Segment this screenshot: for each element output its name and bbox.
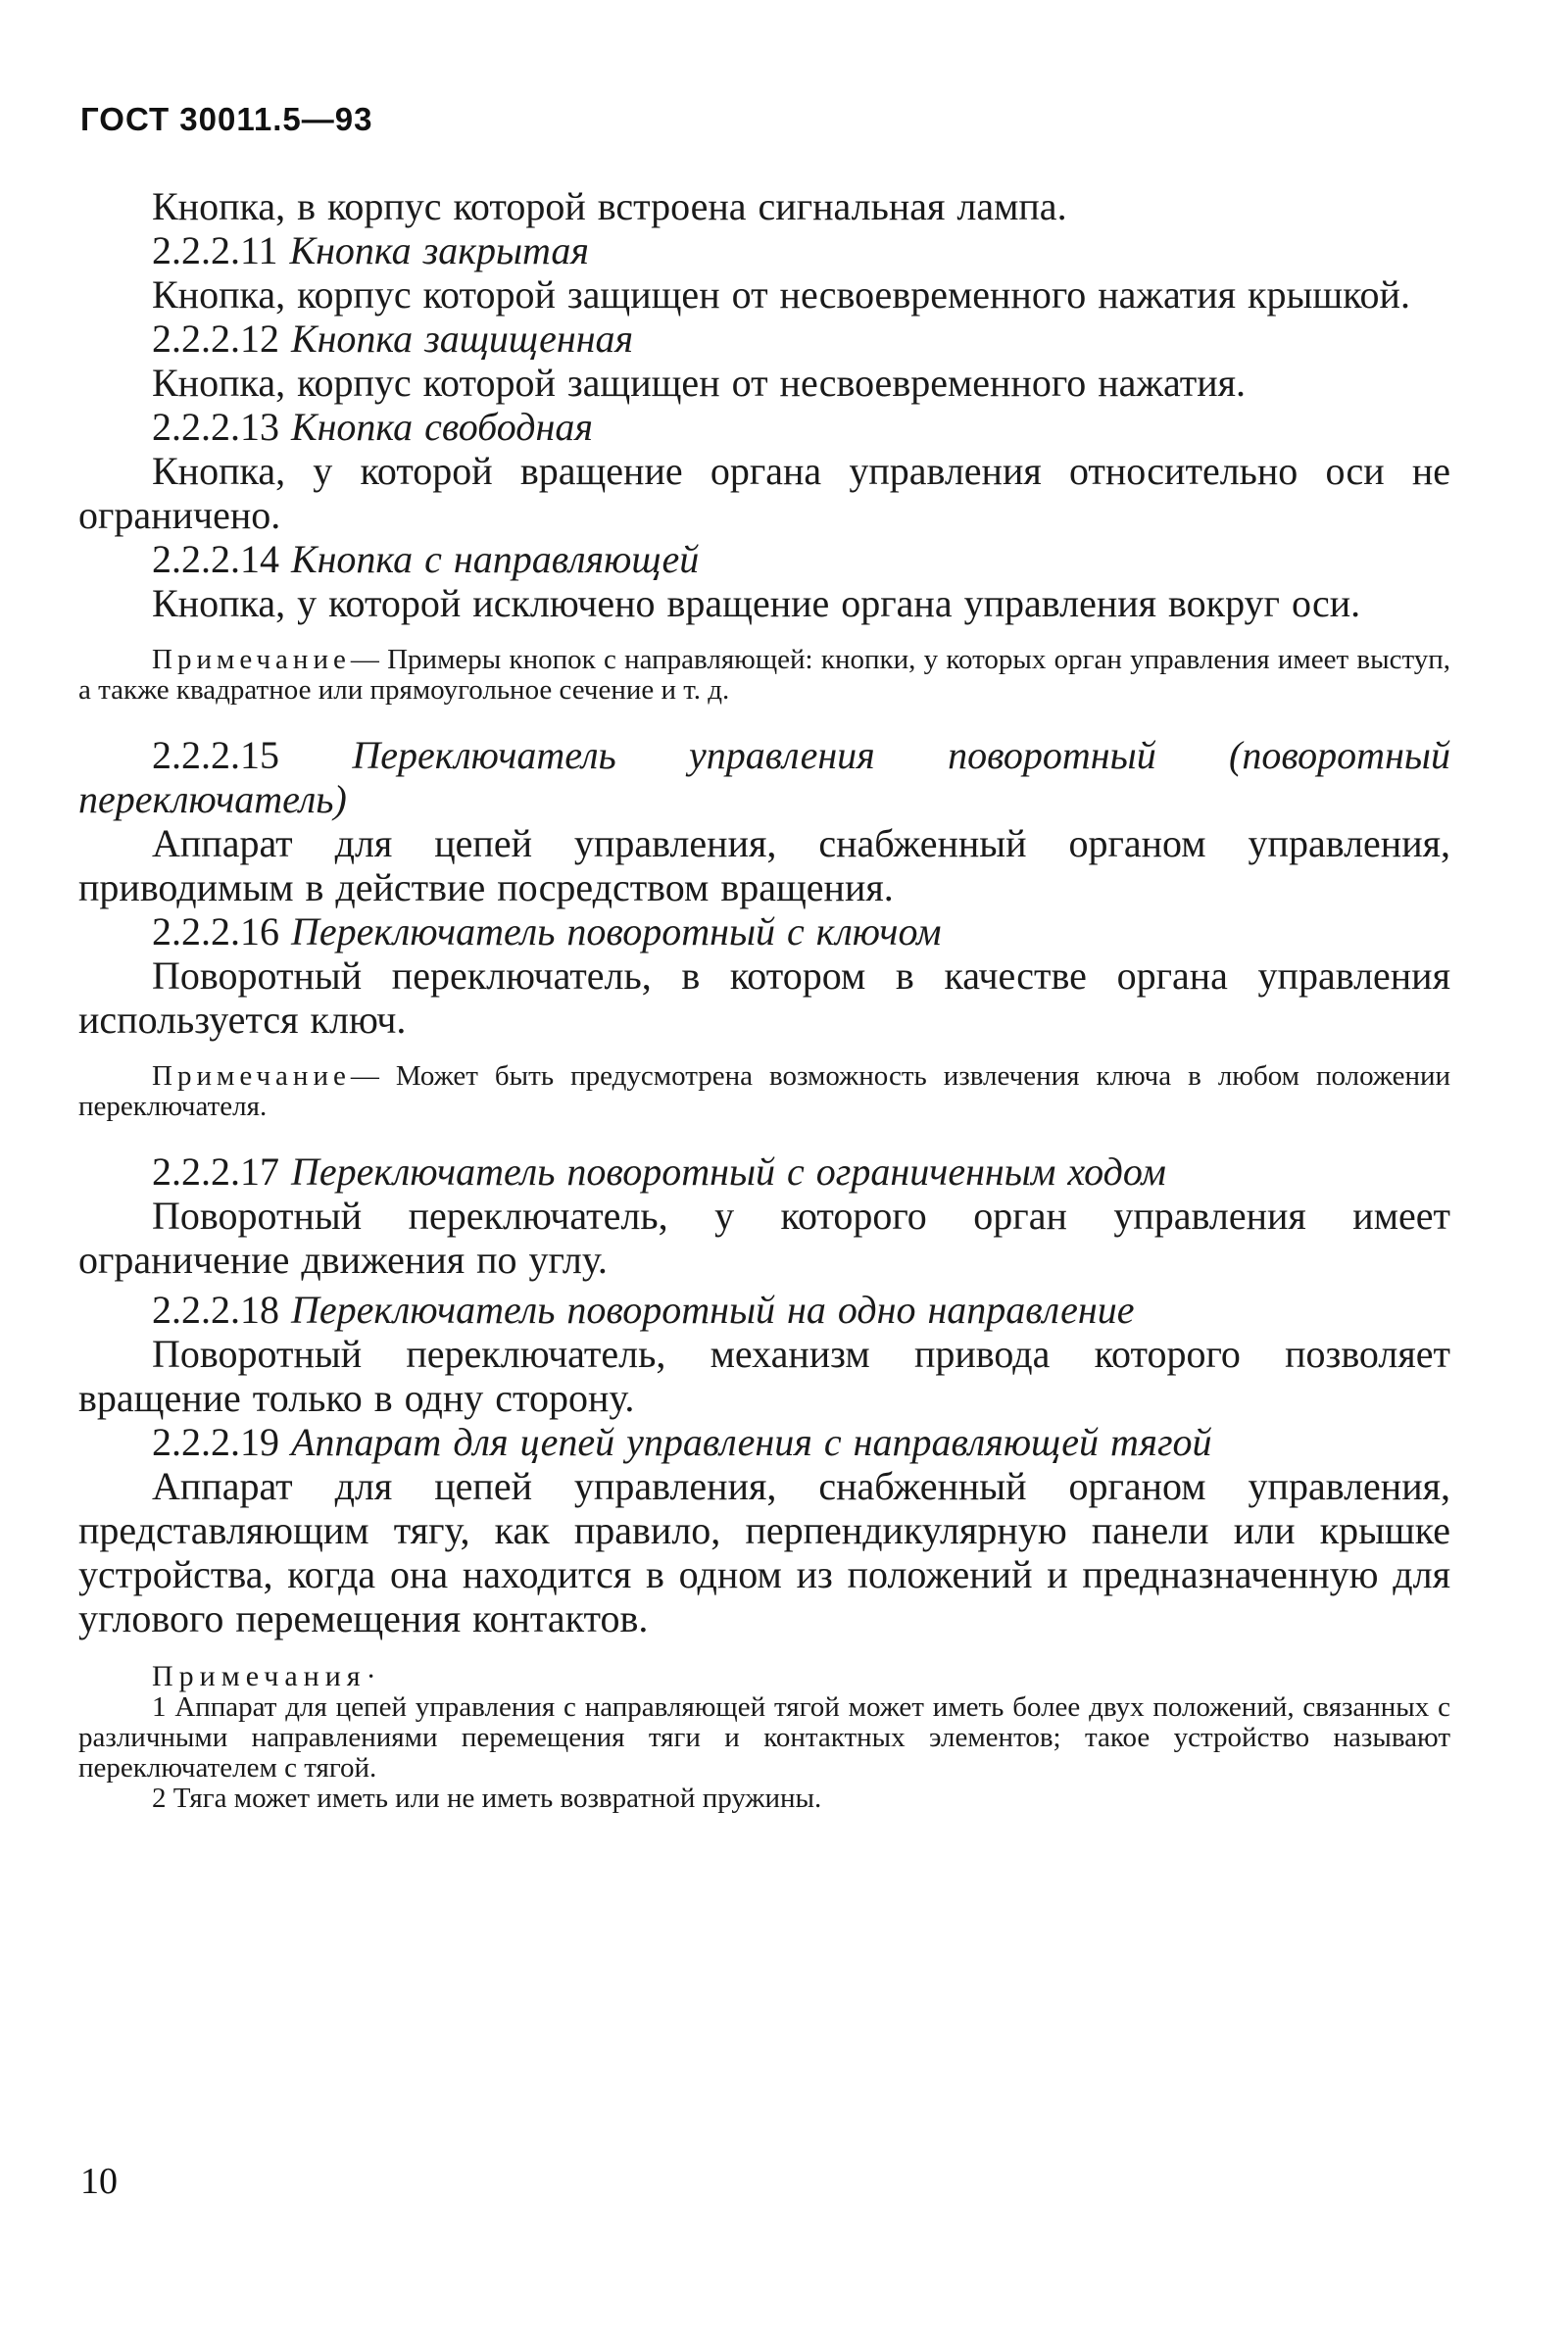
term-definition: Кнопка, у которой вращение органа управления относительно оси не ограничено. — [78, 449, 1450, 537]
term-definition: Аппарат для цепей управления, снабженный органом управления, представляющим тягу, как правило, перпендикулярную панели или крышке устройства, когда она находится в одном из положений и предназначенную для углового перемещения контактов. — [78, 1464, 1450, 1640]
term-title: Кнопка свободная — [291, 405, 593, 449]
term-heading — [78, 405, 1450, 449]
term-number: 2.2.2.11 — [152, 228, 278, 272]
term-heading — [78, 537, 1450, 581]
term-heading — [78, 1288, 1450, 1332]
term-title: Кнопка закрытая — [289, 228, 590, 272]
term-definition: Поворотный переключатель, в котором в качестве органа управления используется ключ. — [78, 953, 1450, 1042]
term-number: 2.2.2.15 — [152, 733, 279, 777]
term-title: Кнопка защищенная — [291, 317, 634, 361]
term-title: Аппарат для цепей управления с направляющей тягой — [291, 1420, 1212, 1464]
term-definition: Аппарат для цепей управления, снабженный органом управления, приводимым в действие посредством вращения. — [78, 821, 1450, 909]
term-title: Переключатель поворотный с ограниченным ходом — [291, 1149, 1166, 1194]
term-number: 2.2.2.18 — [152, 1288, 279, 1332]
note: 2 Тяга может иметь или не иметь возвратной пружины. — [152, 1783, 822, 1814]
term-title: Кнопка с направляющей — [291, 537, 700, 581]
notes-heading: Примечания· — [152, 1660, 382, 1692]
term-definition: Поворотный переключатель, у которого орган управления имеет ограничение движения по углу. — [78, 1194, 1450, 1282]
term-definition: Поворотный переключатель, механизм привода которого позволяет вращение только в одну сторону. — [78, 1332, 1450, 1420]
note-label: Примечание — [152, 1060, 351, 1092]
note-text: — Может быть предусмотрена возможность извлечения ключа в любом положении переключателя. — [78, 1060, 1450, 1122]
note: 1 Аппарат для цепей управления с направляющей тягой может иметь более двух положений, связанных с различными направлениями перемещения тяги и контактных элементов; такое устройство называют переключателем с тягой. — [78, 1691, 1450, 1784]
term-heading — [78, 909, 1450, 953]
term-number: 2.2.2.13 — [152, 405, 279, 449]
term-definition: Кнопка, у которой исключено вращение органа управления вокруг оси. — [152, 581, 1361, 625]
term-heading — [78, 1420, 1450, 1464]
note-label: Примечание — [152, 644, 351, 675]
page-body — [78, 184, 1450, 1814]
term-heading — [78, 228, 1450, 272]
term-number: 2.2.2.16 — [152, 909, 279, 953]
term-heading — [78, 1149, 1450, 1194]
paragraph: Кнопка, в корпус которой встроена сигнальная лампа. — [152, 184, 1067, 228]
term-number: 2.2.2.17 — [152, 1149, 279, 1194]
note-text: — Примеры кнопок с направляющей: кнопки, у которых орган управления имеет выступ, а также квадратное или прямоугольное сечение и т. д. — [78, 644, 1450, 706]
term-number: 2.2.2.19 — [152, 1420, 279, 1464]
term-heading — [78, 317, 1450, 361]
term-definition: Кнопка, корпус которой защищен от несвоевременного нажатия. — [152, 361, 1247, 405]
term-number: 2.2.2.14 — [152, 537, 279, 581]
term-number: 2.2.2.12 — [152, 317, 279, 361]
term-heading — [78, 733, 1450, 821]
term-definition: Кнопка, корпус которой защищен от несвоевременного нажатия крышкой. — [152, 272, 1410, 317]
note — [78, 645, 1450, 706]
page-number: 10 — [80, 2161, 118, 2202]
term-title: Переключатель управления поворотный (поворотный переключатель) — [78, 733, 1450, 821]
note — [78, 1061, 1450, 1122]
term-title: Переключатель поворотный с ключом — [291, 909, 942, 953]
term-title: Переключатель поворотный на одно направление — [291, 1288, 1135, 1332]
page-header-standard-number: ГОСТ 30011.5—93 — [80, 101, 373, 137]
